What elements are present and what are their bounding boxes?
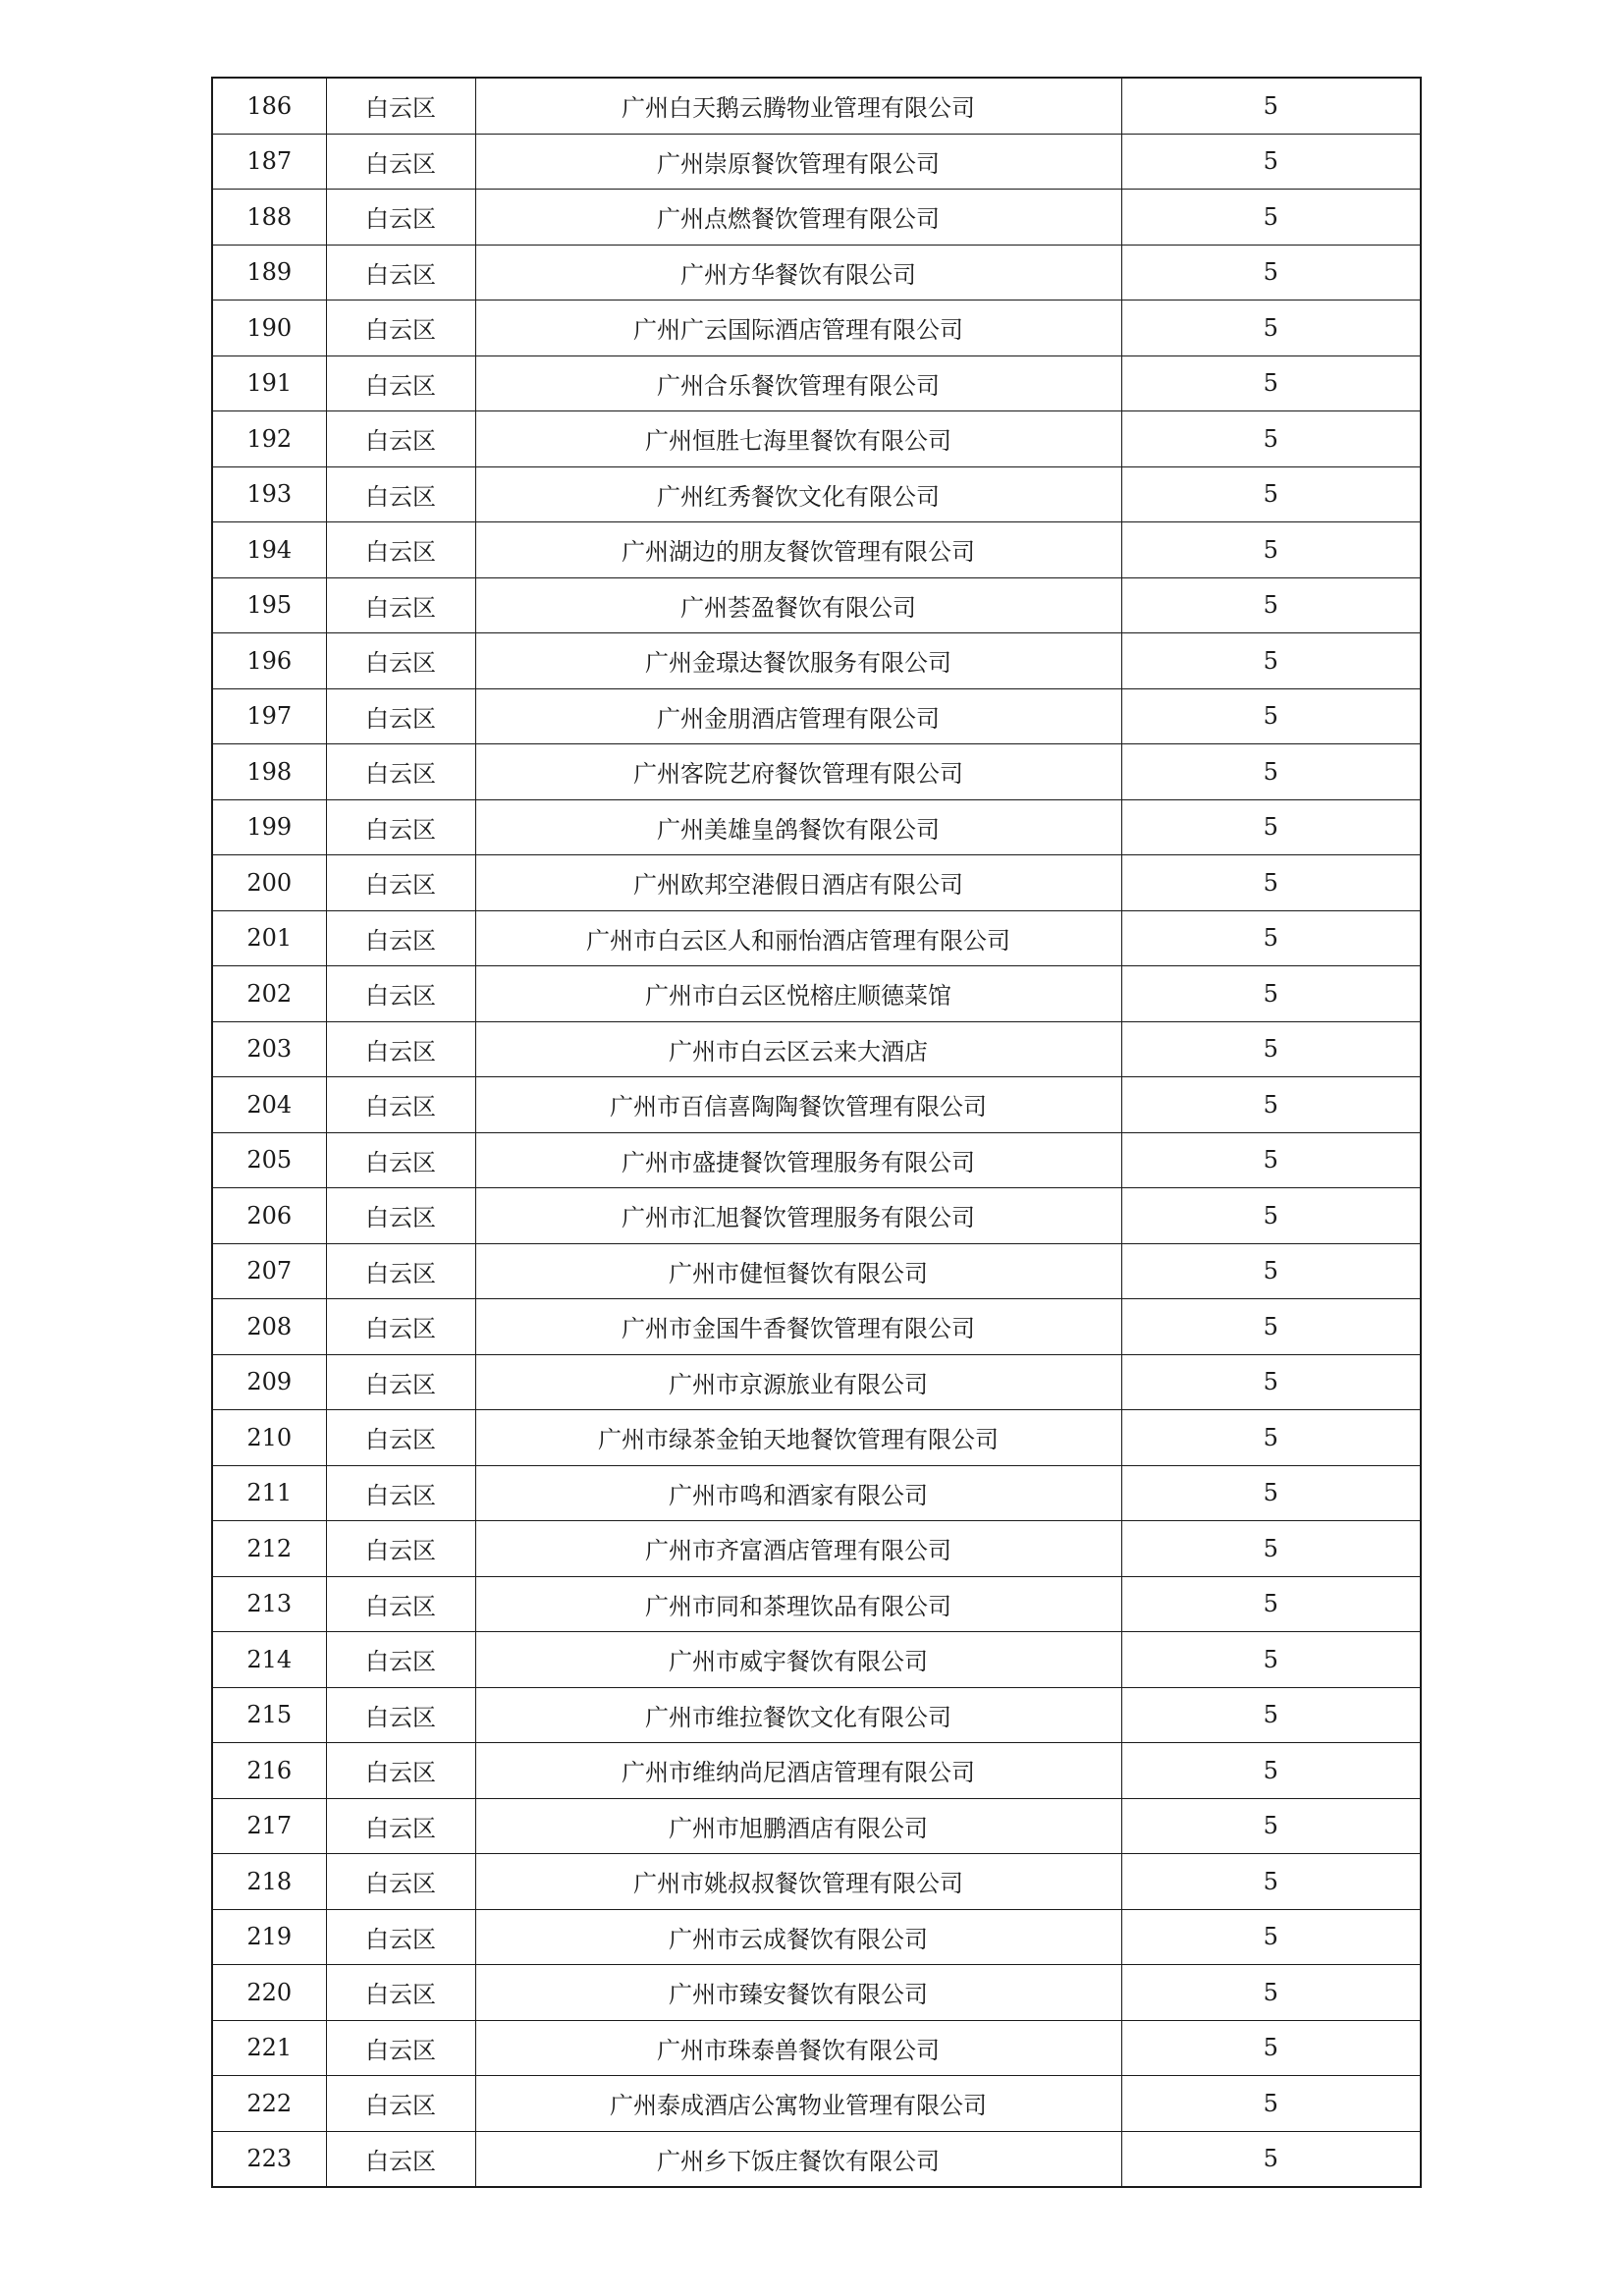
district-cell: 白云区 (326, 688, 475, 744)
company-name-cell: 广州市白云区悦榕庄顺德菜馆 (475, 966, 1121, 1022)
score-cell: 5 (1121, 411, 1421, 467)
company-list-table (211, 77, 1422, 2188)
score-cell: 5 (1121, 688, 1421, 744)
table-row (212, 134, 1421, 190)
score-cell: 5 (1121, 744, 1421, 800)
row-number-cell: 190 (212, 301, 326, 356)
company-name-cell: 广州市齐富酒店管理有限公司 (475, 1521, 1121, 1577)
district-cell: 白云区 (326, 1021, 475, 1077)
row-number-cell: 198 (212, 744, 326, 800)
score-cell: 5 (1121, 1965, 1421, 2021)
row-number-cell: 210 (212, 1410, 326, 1466)
score-cell: 5 (1121, 78, 1421, 134)
company-name-cell: 广州荟盈餐饮有限公司 (475, 577, 1121, 633)
district-cell: 白云区 (326, 2131, 475, 2187)
table-row (212, 855, 1421, 911)
district-cell: 白云区 (326, 855, 475, 911)
district-cell: 白云区 (326, 466, 475, 522)
score-cell: 5 (1121, 1077, 1421, 1133)
row-number-cell: 195 (212, 577, 326, 633)
row-number-cell: 217 (212, 1798, 326, 1854)
row-number-cell: 191 (212, 355, 326, 411)
district-cell: 白云区 (326, 1410, 475, 1466)
score-cell: 5 (1121, 2020, 1421, 2076)
score-cell: 5 (1121, 2076, 1421, 2132)
table-row (212, 744, 1421, 800)
row-number-cell: 202 (212, 966, 326, 1022)
table-row (212, 1077, 1421, 1133)
table-row (212, 1188, 1421, 1244)
score-cell: 5 (1121, 245, 1421, 301)
row-number-cell: 188 (212, 190, 326, 246)
row-number-cell: 212 (212, 1521, 326, 1577)
table-row (212, 1909, 1421, 1965)
score-cell: 5 (1121, 966, 1421, 1022)
row-number-cell: 197 (212, 688, 326, 744)
company-name-cell: 广州市白云区云来大酒店 (475, 1021, 1121, 1077)
score-cell: 5 (1121, 301, 1421, 356)
score-cell: 5 (1121, 1576, 1421, 1632)
company-name-cell: 广州市珠泰兽餐饮有限公司 (475, 2020, 1121, 2076)
row-number-cell: 209 (212, 1354, 326, 1410)
company-name-cell: 广州方华餐饮有限公司 (475, 245, 1121, 301)
row-number-cell: 215 (212, 1687, 326, 1743)
company-name-cell: 广州市旭鹏酒店有限公司 (475, 1798, 1121, 1854)
district-cell: 白云区 (326, 522, 475, 578)
table-row (212, 1743, 1421, 1799)
district-cell: 白云区 (326, 1077, 475, 1133)
company-name-cell: 广州美雄皇鸽餐饮有限公司 (475, 799, 1121, 855)
score-cell: 5 (1121, 1299, 1421, 1355)
table-row (212, 1021, 1421, 1077)
table-row (212, 1854, 1421, 1910)
company-name-cell: 广州市鸣和酒家有限公司 (475, 1465, 1121, 1521)
score-cell: 5 (1121, 1521, 1421, 1577)
company-name-cell: 广州市健恒餐饮有限公司 (475, 1243, 1121, 1299)
table-row (212, 245, 1421, 301)
row-number-cell: 218 (212, 1854, 326, 1910)
company-name-cell: 广州市维纳尚尼酒店管理有限公司 (475, 1743, 1121, 1799)
table-row (212, 799, 1421, 855)
district-cell: 白云区 (326, 1243, 475, 1299)
row-number-cell: 203 (212, 1021, 326, 1077)
district-cell: 白云区 (326, 2076, 475, 2132)
district-cell: 白云区 (326, 1188, 475, 1244)
table-row (212, 966, 1421, 1022)
table-row (212, 1632, 1421, 1688)
table-row (212, 1354, 1421, 1410)
company-name-cell: 广州崇原餐饮管理有限公司 (475, 134, 1121, 190)
score-cell: 5 (1121, 355, 1421, 411)
company-name-cell: 广州客院艺府餐饮管理有限公司 (475, 744, 1121, 800)
district-cell: 白云区 (326, 1465, 475, 1521)
company-name-cell: 广州合乐餐饮管理有限公司 (475, 355, 1121, 411)
row-number-cell: 221 (212, 2020, 326, 2076)
district-cell: 白云区 (326, 910, 475, 966)
district-cell: 白云区 (326, 301, 475, 356)
score-cell: 5 (1121, 1743, 1421, 1799)
row-number-cell: 196 (212, 633, 326, 689)
table-row (212, 910, 1421, 966)
district-cell: 白云区 (326, 633, 475, 689)
district-cell: 白云区 (326, 577, 475, 633)
district-cell: 白云区 (326, 1909, 475, 1965)
company-name-cell: 广州市百信喜陶陶餐饮管理有限公司 (475, 1077, 1121, 1133)
table-row (212, 1410, 1421, 1466)
company-name-cell: 广州市云成餐饮有限公司 (475, 1909, 1121, 1965)
table-row (212, 2076, 1421, 2132)
row-number-cell: 220 (212, 1965, 326, 2021)
district-cell: 白云区 (326, 1576, 475, 1632)
table-row (212, 1576, 1421, 1632)
company-name-cell: 广州市金国牛香餐饮管理有限公司 (475, 1299, 1121, 1355)
company-name-cell: 广州市维拉餐饮文化有限公司 (475, 1687, 1121, 1743)
row-number-cell: 199 (212, 799, 326, 855)
row-number-cell: 186 (212, 78, 326, 134)
score-cell: 5 (1121, 1465, 1421, 1521)
district-cell: 白云区 (326, 1965, 475, 2021)
table-row (212, 1243, 1421, 1299)
score-cell: 5 (1121, 1687, 1421, 1743)
table-row (212, 411, 1421, 467)
row-number-cell: 189 (212, 245, 326, 301)
row-number-cell: 205 (212, 1132, 326, 1188)
district-cell: 白云区 (326, 1687, 475, 1743)
company-name-cell: 广州泰成酒店公寓物业管理有限公司 (475, 2076, 1121, 2132)
district-cell: 白云区 (326, 78, 475, 134)
row-number-cell: 207 (212, 1243, 326, 1299)
row-number-cell: 223 (212, 2131, 326, 2187)
table-row (212, 577, 1421, 633)
table-row (212, 466, 1421, 522)
row-number-cell: 193 (212, 466, 326, 522)
score-cell: 5 (1121, 1854, 1421, 1910)
company-name-cell: 广州市汇旭餐饮管理服务有限公司 (475, 1188, 1121, 1244)
row-number-cell: 214 (212, 1632, 326, 1688)
score-cell: 5 (1121, 522, 1421, 578)
row-number-cell: 206 (212, 1188, 326, 1244)
row-number-cell: 219 (212, 1909, 326, 1965)
score-cell: 5 (1121, 799, 1421, 855)
table-row (212, 1521, 1421, 1577)
table-row (212, 688, 1421, 744)
row-number-cell: 211 (212, 1465, 326, 1521)
district-cell: 白云区 (326, 744, 475, 800)
table-body (212, 78, 1421, 2187)
table-row (212, 2131, 1421, 2187)
score-cell: 5 (1121, 190, 1421, 246)
row-number-cell: 187 (212, 134, 326, 190)
table-row (212, 190, 1421, 246)
row-number-cell: 204 (212, 1077, 326, 1133)
company-name-cell: 广州市威宇餐饮有限公司 (475, 1632, 1121, 1688)
company-name-cell: 广州市盛捷餐饮管理服务有限公司 (475, 1132, 1121, 1188)
company-name-cell: 广州白天鹅云腾物业管理有限公司 (475, 78, 1121, 134)
row-number-cell: 192 (212, 411, 326, 467)
district-cell: 白云区 (326, 355, 475, 411)
score-cell: 5 (1121, 577, 1421, 633)
score-cell: 5 (1121, 1798, 1421, 1854)
score-cell: 5 (1121, 1410, 1421, 1466)
score-cell: 5 (1121, 134, 1421, 190)
district-cell: 白云区 (326, 1632, 475, 1688)
company-name-cell: 广州市同和茶理饮品有限公司 (475, 1576, 1121, 1632)
company-name-cell: 广州金朋酒店管理有限公司 (475, 688, 1121, 744)
district-cell: 白云区 (326, 134, 475, 190)
district-cell: 白云区 (326, 799, 475, 855)
row-number-cell: 216 (212, 1743, 326, 1799)
score-cell: 5 (1121, 2131, 1421, 2187)
table-row (212, 1465, 1421, 1521)
district-cell: 白云区 (326, 1743, 475, 1799)
table-row (212, 1687, 1421, 1743)
table-row (212, 633, 1421, 689)
district-cell: 白云区 (326, 2020, 475, 2076)
score-cell: 5 (1121, 1132, 1421, 1188)
score-cell: 5 (1121, 633, 1421, 689)
company-name-cell: 广州市绿茶金铂天地餐饮管理有限公司 (475, 1410, 1121, 1466)
row-number-cell: 213 (212, 1576, 326, 1632)
score-cell: 5 (1121, 1021, 1421, 1077)
row-number-cell: 194 (212, 522, 326, 578)
district-cell: 白云区 (326, 1132, 475, 1188)
company-name-cell: 广州乡下饭庄餐饮有限公司 (475, 2131, 1121, 2187)
company-name-cell: 广州红秀餐饮文化有限公司 (475, 466, 1121, 522)
score-cell: 5 (1121, 855, 1421, 911)
score-cell: 5 (1121, 1632, 1421, 1688)
score-cell: 5 (1121, 1354, 1421, 1410)
district-cell: 白云区 (326, 411, 475, 467)
district-cell: 白云区 (326, 190, 475, 246)
company-name-cell: 广州市姚叔叔餐饮管理有限公司 (475, 1854, 1121, 1910)
district-cell: 白云区 (326, 1299, 475, 1355)
district-cell: 白云区 (326, 1798, 475, 1854)
row-number-cell: 208 (212, 1299, 326, 1355)
row-number-cell: 200 (212, 855, 326, 911)
table-row (212, 522, 1421, 578)
table-row (212, 2020, 1421, 2076)
district-cell: 白云区 (326, 1354, 475, 1410)
score-cell: 5 (1121, 1188, 1421, 1244)
score-cell: 5 (1121, 466, 1421, 522)
table-row (212, 78, 1421, 134)
company-name-cell: 广州欧邦空港假日酒店有限公司 (475, 855, 1121, 911)
score-cell: 5 (1121, 910, 1421, 966)
company-name-cell: 广州市臻安餐饮有限公司 (475, 1965, 1121, 2021)
table-row (212, 301, 1421, 356)
row-number-cell: 201 (212, 910, 326, 966)
district-cell: 白云区 (326, 1854, 475, 1910)
table-row (212, 355, 1421, 411)
district-cell: 白云区 (326, 1521, 475, 1577)
company-name-cell: 广州点燃餐饮管理有限公司 (475, 190, 1121, 246)
company-name-cell: 广州市白云区人和丽怡酒店管理有限公司 (475, 910, 1121, 966)
district-cell: 白云区 (326, 245, 475, 301)
table-row (212, 1965, 1421, 2021)
row-number-cell: 222 (212, 2076, 326, 2132)
company-name-cell: 广州恒胜七海里餐饮有限公司 (475, 411, 1121, 467)
company-name-cell: 广州广云国际酒店管理有限公司 (475, 301, 1121, 356)
company-name-cell: 广州市京源旅业有限公司 (475, 1354, 1121, 1410)
district-cell: 白云区 (326, 966, 475, 1022)
table-row (212, 1798, 1421, 1854)
company-name-cell: 广州湖边的朋友餐饮管理有限公司 (475, 522, 1121, 578)
table-row (212, 1299, 1421, 1355)
score-cell: 5 (1121, 1909, 1421, 1965)
company-name-cell: 广州金璟达餐饮服务有限公司 (475, 633, 1121, 689)
table-row (212, 1132, 1421, 1188)
score-cell: 5 (1121, 1243, 1421, 1299)
